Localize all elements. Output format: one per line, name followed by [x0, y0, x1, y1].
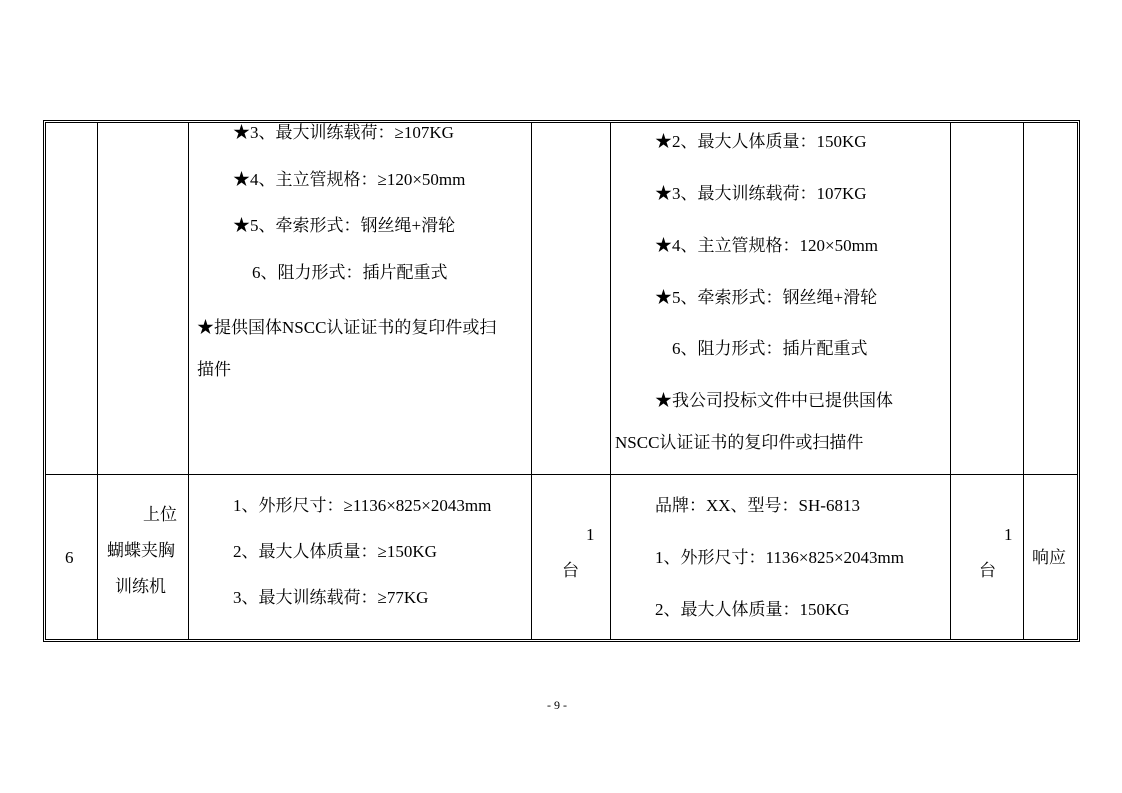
unit: 台: [562, 561, 579, 580]
requirement-line: 3、最大训练载荷：≥77KG: [233, 588, 429, 607]
deviation-status: 响应: [1032, 548, 1066, 567]
response-line: NSCC认证证书的复印件或扫描件: [615, 433, 864, 452]
column-divider: [950, 122, 951, 640]
response-line: ★3、最大训练载荷：107KG: [655, 184, 867, 203]
requirement-line: ★3、最大训练载荷：≥107KG: [233, 123, 454, 142]
response-line: 1、外形尺寸：1136×825×2043mm: [655, 548, 904, 567]
column-divider: [188, 122, 189, 640]
row-number: 6: [65, 548, 74, 567]
response-line: 6、阻力形式：插片配重式: [672, 339, 868, 358]
response-line: ★4、主立管规格：120×50mm: [655, 236, 879, 255]
response-line: 2、最大人体质量：150KG: [655, 600, 850, 619]
requirement-line: 描件: [197, 360, 231, 379]
page-number: - 9 -: [547, 698, 567, 712]
quantity: 1: [586, 525, 595, 544]
column-divider: [97, 122, 98, 640]
response-unit: 台: [979, 561, 996, 580]
response-line: ★5、牵索形式：钢丝绳+滑轮: [655, 288, 878, 307]
item-name-line: 训练机: [115, 577, 166, 596]
response-line: ★我公司投标文件中已提供国体: [655, 391, 893, 410]
response-line: ★2、最大人体质量：150KG: [655, 132, 867, 151]
requirement-line: ★4、主立管规格：≥120×50mm: [233, 170, 466, 189]
row-divider: [45, 474, 1078, 475]
response-line: 品牌：XX、型号：SH-6813: [655, 496, 860, 515]
item-name-line: 蝴蝶夹胸: [107, 541, 175, 560]
response-quantity: 1: [1004, 525, 1013, 544]
requirement-line: 6、阻力形式：插片配重式: [252, 263, 448, 282]
item-name-line: 上位: [143, 505, 177, 524]
column-divider: [1023, 122, 1024, 640]
requirement-line: ★5、牵索形式：钢丝绳+滑轮: [233, 216, 456, 235]
requirement-line: ★提供国体NSCC认证证书的复印件或扫: [197, 318, 497, 337]
column-divider: [531, 122, 532, 640]
requirement-line: 2、最大人体质量：≥150KG: [233, 542, 437, 561]
column-divider: [610, 122, 611, 640]
requirement-line: 1、外形尺寸：≥1136×825×2043mm: [233, 496, 492, 515]
